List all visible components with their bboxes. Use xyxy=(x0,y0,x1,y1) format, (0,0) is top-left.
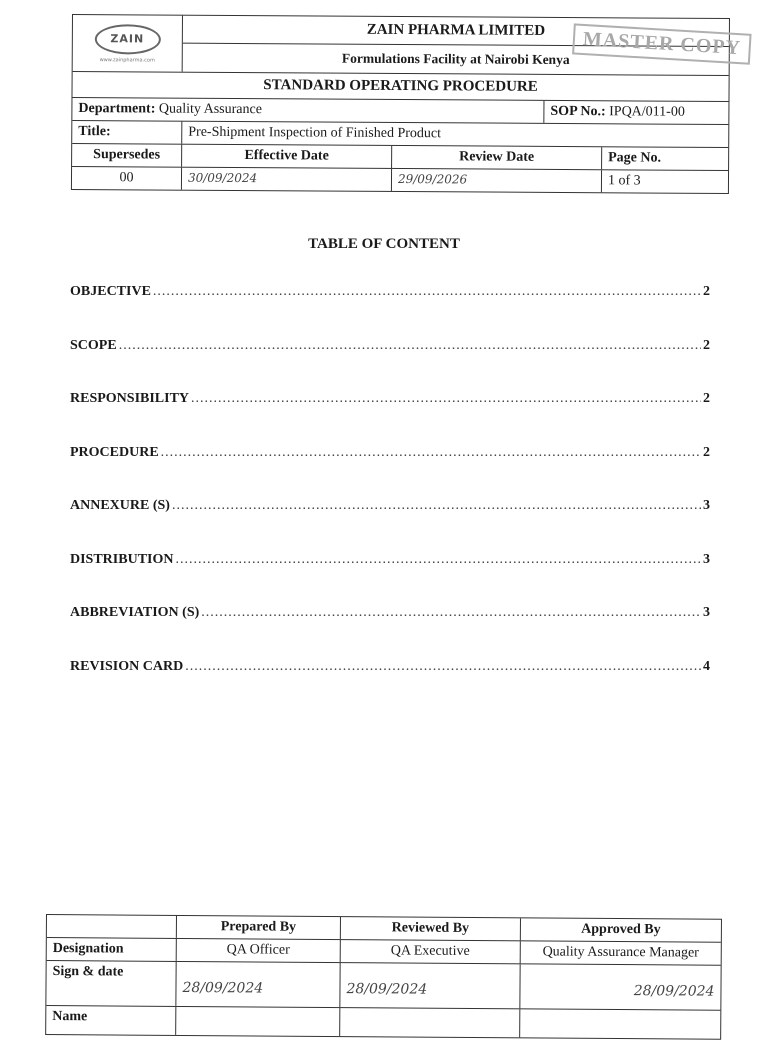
department-cell xyxy=(72,98,544,123)
effective-date-value: 30/09/2024 xyxy=(182,168,392,191)
prepared-name xyxy=(176,1007,340,1036)
toc-item-revision-card xyxy=(70,659,710,713)
toc-item-objective xyxy=(70,284,710,338)
toc-leader-dots xyxy=(161,445,701,461)
logo-tagline: www.zainpharma.com xyxy=(99,56,155,64)
toc-page: 4 xyxy=(703,658,710,674)
toc-item-distribution xyxy=(70,552,710,606)
page-no-value: 1 of 3 xyxy=(607,173,641,189)
department-label: Department: xyxy=(78,101,156,117)
sop-number-value: IPQA/011-00 xyxy=(609,104,685,120)
company-name: ZAIN PHARMA LIMITED xyxy=(183,16,729,47)
toc-page: 2 xyxy=(703,284,710,299)
logo-mark: ZAIN xyxy=(94,24,160,54)
review-date-value: 29/09/2026 xyxy=(392,169,602,192)
signoff-corner xyxy=(47,915,177,938)
toc-page: 3 xyxy=(703,498,710,513)
approved-sign-date: 28/09/2024 xyxy=(633,983,715,1000)
title-value: Pre-Shipment Inspection of Finished Product xyxy=(188,124,442,142)
review-date-header: Review Date xyxy=(392,146,602,169)
toc-page: 3 xyxy=(703,551,710,567)
prepared-by-header: Prepared By xyxy=(177,916,341,939)
toc-list xyxy=(70,284,710,712)
toc-label: SCOPE xyxy=(70,337,117,353)
toc-label: ANNEXURE (S) xyxy=(70,498,170,513)
sign-date-row xyxy=(46,961,720,1011)
name-row xyxy=(46,1006,720,1039)
toc-leader-dots xyxy=(191,391,701,407)
toc-leader-dots xyxy=(201,605,701,621)
toc-page: 3 xyxy=(703,605,710,620)
reviewed-designation: QA Executive xyxy=(341,940,521,963)
prepared-sign-date: 28/09/2024 xyxy=(176,962,340,1007)
toc-leader-dots xyxy=(175,552,701,568)
approved-name xyxy=(520,1009,720,1038)
toc-title: TABLE OF CONTENT xyxy=(308,236,460,252)
reviewed-name xyxy=(340,1008,520,1037)
sop-number-cell xyxy=(544,101,728,124)
toc-leader-dots xyxy=(172,498,701,514)
toc-leader-dots xyxy=(185,659,701,675)
signoff-table xyxy=(45,914,722,1040)
toc-page: 2 xyxy=(703,391,710,406)
toc-leader-dots xyxy=(153,284,701,300)
sop-header-table xyxy=(71,14,742,194)
sign-date-label: Sign & date xyxy=(46,961,176,1006)
toc-label: REVISION CARD xyxy=(70,658,184,674)
toc-label: RESPONSIBILITY xyxy=(70,391,190,406)
approved-by-header: Approved By xyxy=(581,921,661,938)
department-value: Quality Assurance xyxy=(158,101,262,118)
reviewed-sign-date: 28/09/2024 xyxy=(340,963,520,1008)
toc-item-annexure xyxy=(70,498,710,552)
toc-item-scope xyxy=(70,338,710,392)
prepared-designation: QA Officer xyxy=(177,939,341,962)
designation-label: Designation xyxy=(47,938,177,961)
sop-number-label: SOP No.: xyxy=(550,103,606,120)
supersedes-value: 00 xyxy=(72,167,182,190)
master-copy-stamp: MASTER COPY xyxy=(572,23,752,64)
effective-date-header: Effective Date xyxy=(182,145,392,168)
toc-page: 2 xyxy=(703,444,710,460)
toc-label: PROCEDURE xyxy=(70,444,159,460)
sop-heading: STANDARD OPERATING PROCEDURE xyxy=(263,77,538,95)
toc-label: ABBREVIATION (S) xyxy=(70,605,200,620)
supersedes-header: Supersedes xyxy=(72,144,182,167)
toc-leader-dots xyxy=(119,338,701,354)
company-logo xyxy=(73,15,183,72)
toc-label: DISTRIBUTION xyxy=(70,551,174,567)
approved-designation: Quality Assurance Manager xyxy=(542,944,699,961)
title-label: Title: xyxy=(72,121,182,144)
sop-heading-row xyxy=(72,72,728,102)
toc-item-procedure xyxy=(70,445,710,499)
reviewed-by-header: Reviewed By xyxy=(341,917,521,940)
name-label: Name xyxy=(46,1006,176,1035)
page-no-header: Page No. xyxy=(608,150,662,166)
toc-item-responsibility xyxy=(70,391,710,445)
toc-item-abbreviation xyxy=(70,605,710,659)
dates-value-row xyxy=(72,167,728,193)
facility-name: Formulations Facility at Nairobi Kenya xyxy=(341,50,570,68)
toc-page: 2 xyxy=(703,337,710,353)
toc-label: OBJECTIVE xyxy=(70,284,151,299)
